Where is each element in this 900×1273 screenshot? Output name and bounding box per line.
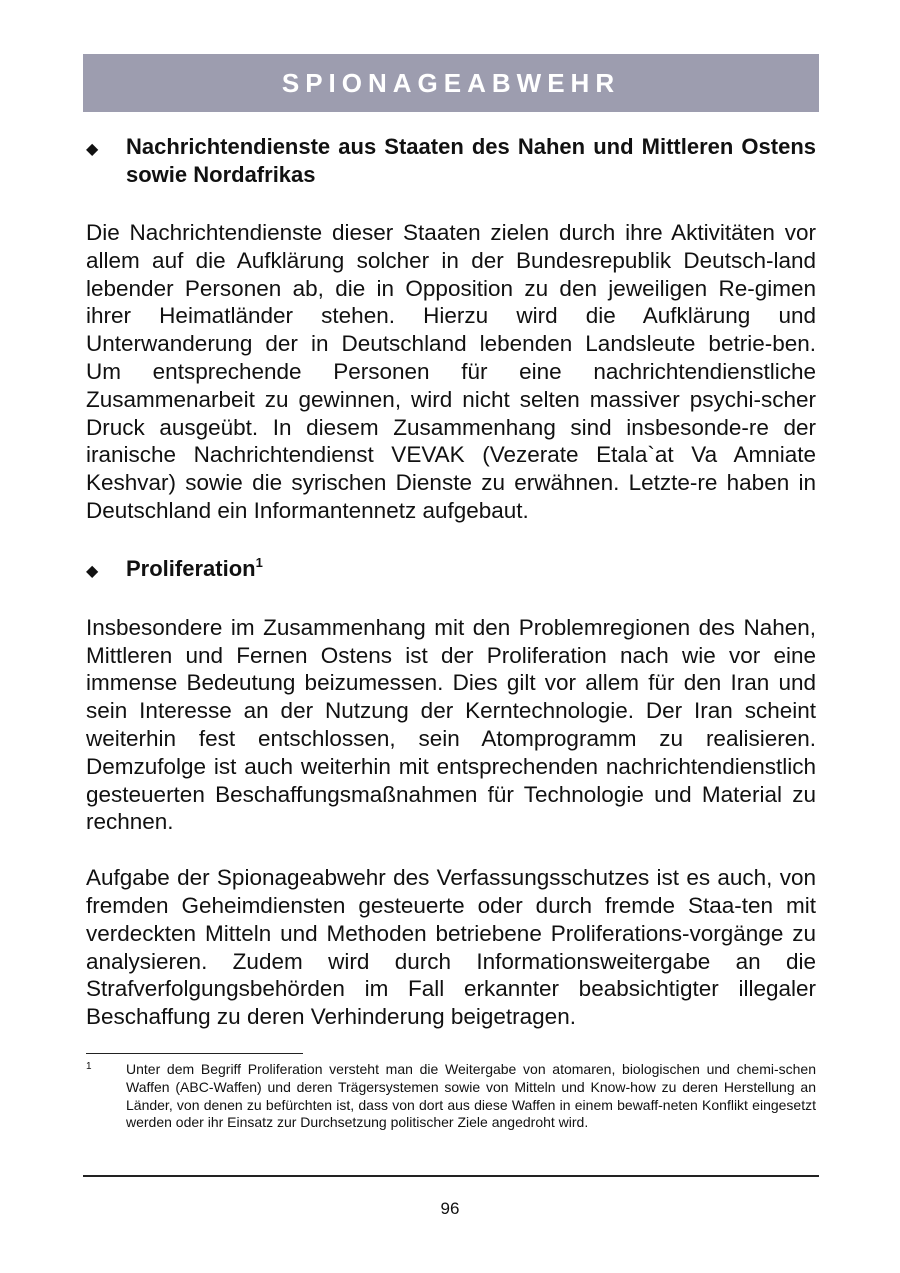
page-title: SPIONAGEABWEHR <box>281 67 621 98</box>
section-heading-nahost <box>86 133 816 189</box>
section-heading-label: Proliferation <box>126 555 256 581</box>
main-content <box>86 133 816 1031</box>
section-heading-text <box>126 555 816 583</box>
footnote <box>86 1061 816 1132</box>
paragraph-nahost: Die Nachrichtendienste dieser Staaten zielen durch ihre Aktivitäten vor allem auf die Aufklärung solcher in der Bundesrepublik Deutsch-land lebender Personen ab, die in Opposition zu den jeweiligen Re-gimen ihrer Heimatländer stehen. Hierzu wird die Aufklärung und Unterwanderung der in Deutschland lebenden Landsleute betrie-ben. Um entsprechende Personen für eine nachrichtendienstliche Zusammenarbeit zu gewinnen, wird nicht selten massiver psychi-scher Druck ausgeübt. In diesem Zusammenhang sind insbesonde-re der iranische Nachrichtendienst VEVAK (Vezerate Etala`at Va Amniate Keshvar) sowie die syrischen Dienste zu erwähnen. Letzte-re haben in Deutschland ein Informantennetz aufgebaut. <box>86 220 816 523</box>
header-bar <box>83 54 819 112</box>
footnote-divider <box>86 1053 303 1054</box>
footnote-text: Unter dem Begriff Proliferation versteht man die Weitergabe von atomaren, biologischen und chemi-schen Waffen (ABC-Waffen) und deren Trägersystemen sowie von Mitteln und Know-how zu deren Herstellung an Länder, von denen zu befürchten ist, dass von dort aus diese Waffen in einem bewaff-neten Konflikt eingesetzt werden oder ihr Einsatz zur Durchsetzung politischer Ziele angedroht wird. <box>126 1061 816 1131</box>
footnote-number: 1 <box>86 1061 92 1072</box>
paragraph-proliferation-2: Aufgabe der Spionageabwehr des Verfassungsschutzes ist es auch, von fremden Geheimdiensten gesteuerte oder durch fremde Staa-ten mit verdeckten Mitteln und Methoden betriebene Proliferations-vorgänge zu analysieren. Zudem wird durch Informationsweitergabe an die Strafverfolgungsbehörden im Fall erkannter beabsichtigter illegaler Beschaffung zu deren Verhinderung beigetragen. <box>86 865 816 1030</box>
diamond-bullet-icon: ◆ <box>86 141 99 158</box>
diamond-bullet-icon: ◆ <box>86 562 99 580</box>
page-number: 96 <box>440 1199 460 1218</box>
paragraph-proliferation-1: Insbesondere im Zusammenhang mit den Problemregionen des Nahen, Mittleren und Fernen Ostens ist der Proliferation nach wie vor eine immense Bedeutung beizumessen. Dies gilt vor allem für den Iran und sein Interesse an der Nutzung der Kerntechnologie. Der Iran scheint weiterhin fest entschlossen, sein Atomprogramm zu realisieren. Demzufolge ist auch weiterhin mit entsprechenden nachrichtendienstlich gesteuerten Beschaffungsmaßnahmen für Technologie und Material zu rechnen. <box>86 614 816 835</box>
page-footer-divider <box>83 1175 819 1177</box>
section-heading-text: Nachrichtendienste aus Staaten des Nahen und Mittleren Ostens sowie Nordafrikas <box>126 134 816 187</box>
section-heading-proliferation <box>86 555 816 586</box>
footnote-reference[interactable]: 1 <box>255 554 263 570</box>
